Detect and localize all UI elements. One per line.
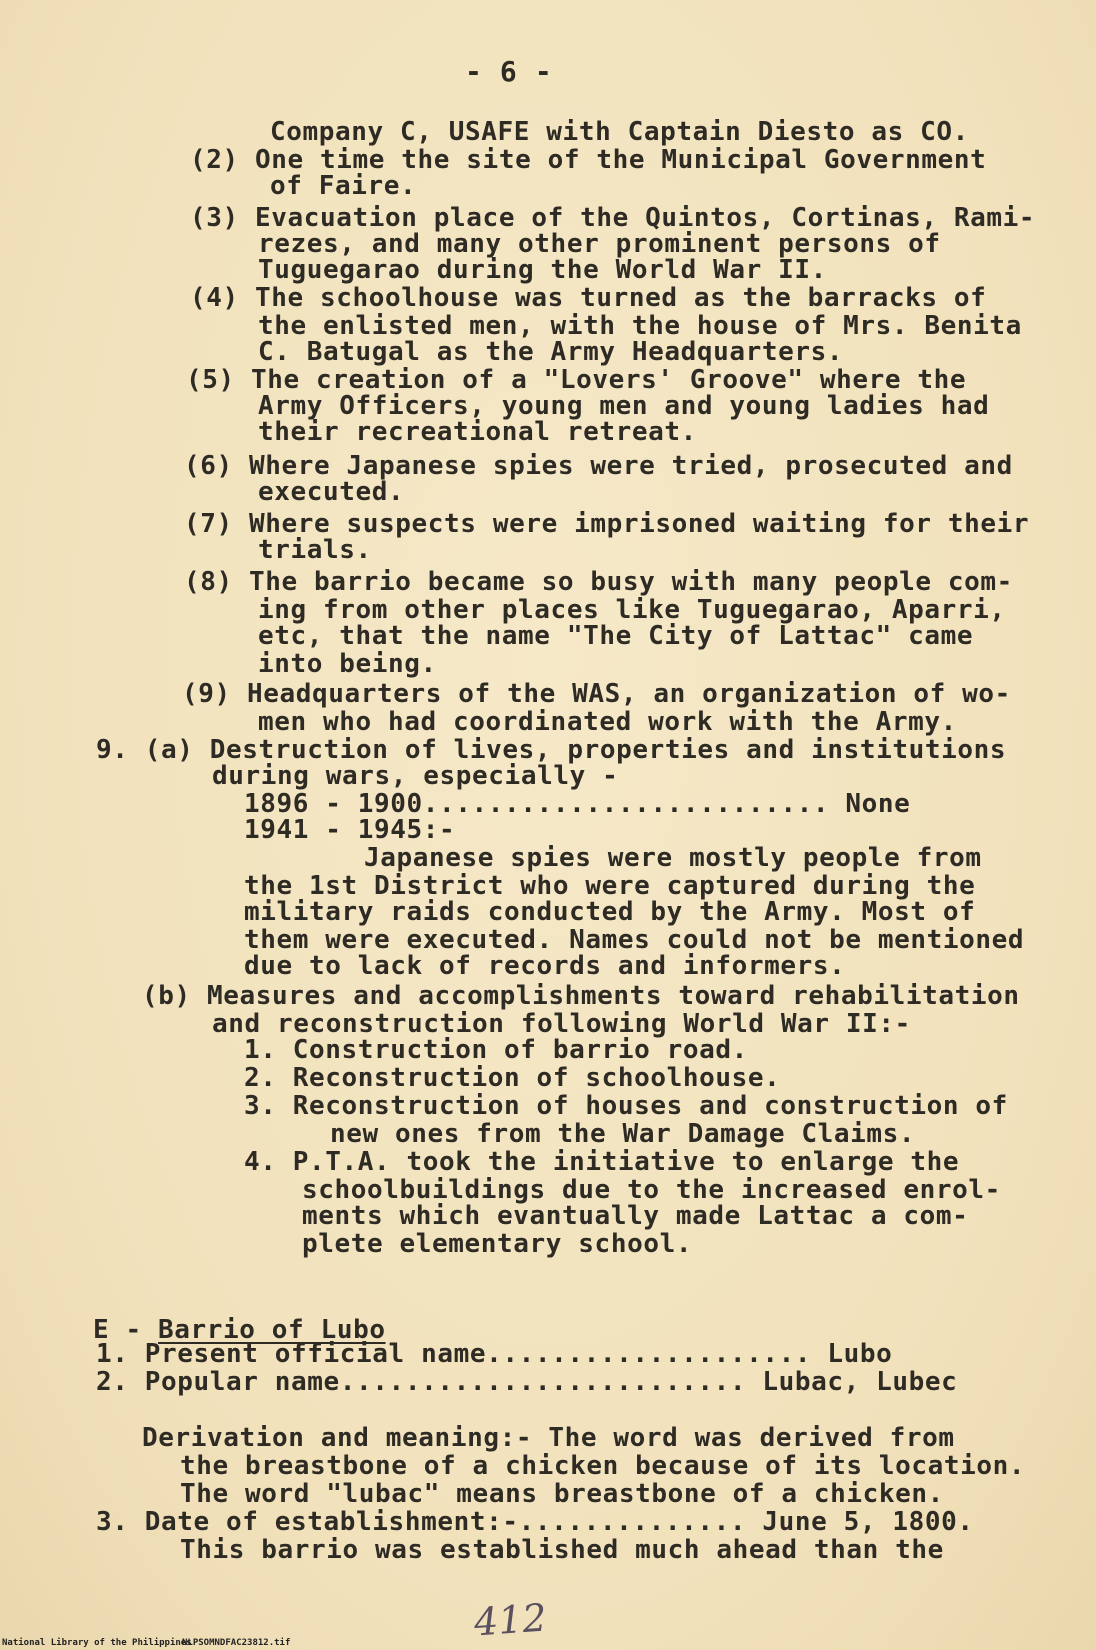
handwritten-page-number: 412 <box>472 1595 548 1645</box>
text-line: military raids conducted by the Army. Most of <box>244 897 976 927</box>
text-line: Company C, USAFE with Captain Diesto as CO. <box>270 117 969 147</box>
lubo-line: The word "lubac" means breastbone of a chicken. <box>180 1479 944 1509</box>
text-line: (5) The creation of a "Lovers' Groove" where the <box>186 365 967 395</box>
text-line: due to lack of records and informers. <box>244 951 846 981</box>
text-line: 3. Reconstruction of houses and construction of <box>244 1091 1008 1121</box>
text-line: new ones from the War Damage Claims. <box>330 1119 916 1149</box>
text-line: (8) The barrio became so busy with many people com- <box>184 567 1013 597</box>
text-line: plete elementary school. <box>302 1229 693 1259</box>
footer-filename: NLPSOMNDFAC23812.tif <box>182 1638 291 1648</box>
text-line: (2) One time the site of the Municipal Government <box>190 145 987 175</box>
text-line: their recreational retreat. <box>258 417 697 447</box>
text-line: (3) Evacuation place of the Quintos, Cortinas, Rami- <box>190 203 1036 233</box>
text-line: ments which evantually made Lattac a com- <box>302 1201 969 1231</box>
lubo-line: Derivation and meaning:- The word was derived from <box>142 1423 955 1453</box>
text-line: of Faire. <box>270 171 417 201</box>
text-line: 2. Reconstruction of schoolhouse. <box>244 1063 781 1093</box>
text-line: the enlisted men, with the house of Mrs. Benita <box>258 311 1022 341</box>
text-line: ing from other places like Tuguegarao, Aparri, <box>258 595 1006 625</box>
text-line: during wars, especially - <box>212 761 619 791</box>
section-title: Barrio of Lubo <box>158 1315 386 1345</box>
text-line: C. Batugal as the Army Headquarters. <box>258 337 844 367</box>
lubo-line: 1. Present official name.................... Lubo <box>96 1339 893 1369</box>
text-line: 4. P.T.A. took the initiative to enlarge the <box>244 1147 960 1177</box>
lubo-line: 3. Date of establishment:-.............. June 5, 1800. <box>96 1507 974 1537</box>
text-line: Army Officers, young men and young ladies had <box>258 391 990 421</box>
lubo-line: This barrio was established much ahead than the <box>180 1535 944 1565</box>
text-line: etc, that the name "The City of Lattac" came <box>258 621 974 651</box>
text-line: (9) Headquarters of the WAS, an organization of wo- <box>182 679 1011 709</box>
text-line: (6) Where Japanese spies were tried, prosecuted and <box>184 451 1013 481</box>
text-line: (b) Measures and accomplishments toward rehabilitation <box>142 981 1020 1011</box>
page-number: - 6 - <box>465 55 553 88</box>
text-line: into being. <box>258 649 437 679</box>
text-line: rezes, and many other prominent persons of <box>258 229 941 259</box>
text-line: trials. <box>258 535 372 565</box>
text-line: (7) Where suspects were imprisoned waiting for their <box>184 509 1030 539</box>
text-line: 1896 - 1900......................... None <box>244 789 911 819</box>
footer-library: National Library of the Philippines <box>2 1638 192 1648</box>
text-line: 1941 - 1945:- <box>244 815 456 845</box>
section-letter: E - <box>93 1315 159 1345</box>
text-line: Japanese spies were mostly people from <box>364 843 982 873</box>
text-line: and reconstruction following World War II:- <box>212 1009 911 1039</box>
text-line: schoolbuildings due to the increased enrol- <box>302 1175 1001 1205</box>
text-line: Tuguegarao during the World War II. <box>258 255 827 285</box>
text-line: 1. Construction of barrio road. <box>244 1035 748 1065</box>
text-line: 9. (a) Destruction of lives, properties and institutions <box>96 735 1007 765</box>
lubo-line: 2. Popular name......................... Lubac, Lubec <box>96 1367 958 1397</box>
text-line: (4) The schoolhouse was turned as the barracks of <box>190 283 987 313</box>
text-line: them were executed. Names could not be mentioned <box>244 925 1025 955</box>
text-line: the 1st District who were captured during the <box>244 871 976 901</box>
text-line: men who had coordinated work with the Army. <box>258 707 957 737</box>
text-line: executed. <box>258 477 405 507</box>
lubo-line: the breastbone of a chicken because of its location. <box>180 1451 1026 1481</box>
